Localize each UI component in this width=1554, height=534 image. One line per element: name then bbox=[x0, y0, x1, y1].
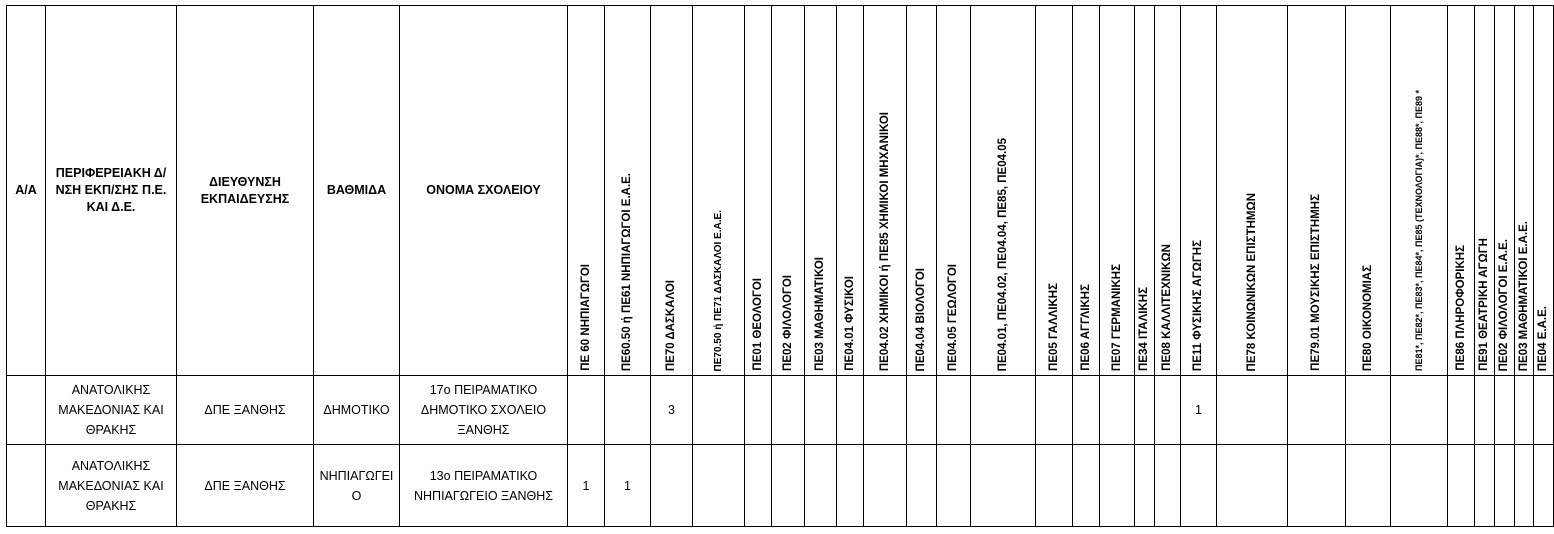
table-row bbox=[7, 445, 1554, 527]
header-specialty-label: ΠΕ04.05 ΓΕΩΛΟΓΟΙ bbox=[947, 263, 959, 371]
header-specialty bbox=[1391, 6, 1448, 376]
staffing-table bbox=[6, 5, 1554, 527]
header-specialty-label: ΠΕ70.50 ή ΠΕ71 ΔΑΣΚΑΛΟΙ Ε.Α.Ε. bbox=[713, 209, 724, 371]
header-specialty-label: ΠΕ 60 ΝΗΠΙΑΓΩΓΟΙ bbox=[579, 264, 592, 371]
cell-count bbox=[1288, 376, 1346, 445]
header-school: ΟΝΟΜΑ ΣΧΟΛΕΙΟΥ bbox=[400, 6, 568, 376]
header-specialty-label: ΠΕ03 ΜΑΘΗΜΑΤΙΚΟΙ bbox=[814, 257, 826, 371]
header-specialty-label: ΠΕ79.01 ΜΟΥΣΙΚΗΣ ΕΠΙΣΤΗΜΗΣ bbox=[1310, 194, 1322, 371]
cell-count bbox=[1155, 376, 1181, 445]
table-row bbox=[7, 376, 1554, 445]
cell-count bbox=[971, 376, 1036, 445]
header-specialty bbox=[805, 6, 837, 376]
header-specialty bbox=[937, 6, 971, 376]
cell-count bbox=[1217, 376, 1288, 445]
header-specialty-label: ΠΕ04.01, ΠΕ04.02, ΠΕ04.04, ΠΕ85, ΠΕ04.05 bbox=[996, 137, 1009, 371]
cell-count bbox=[1515, 445, 1534, 527]
header-specialty-label: ΠΕ11 ΦΥΣΙΚΗΣ ΑΓΩΓΗΣ bbox=[1192, 239, 1204, 371]
header-specialty bbox=[907, 6, 937, 376]
cell-count bbox=[772, 376, 805, 445]
cell-count bbox=[1534, 445, 1554, 527]
cell-count bbox=[605, 376, 651, 445]
header-specialty-label: ΠΕ60.50 ή ΠΕ61 ΝΗΠΙΑΓΩΓΟΙ Ε.Α.Ε. bbox=[621, 172, 633, 371]
cell-count bbox=[1036, 445, 1073, 527]
header-specialty bbox=[1135, 6, 1155, 376]
header-specialty bbox=[1073, 6, 1100, 376]
header-specialty-label: ΠΕ06 ΑΓΓΛΙΚΗΣ bbox=[1079, 284, 1092, 371]
cell-region: ΑΝΑΤΟΛΙΚΗΣ ΜΑΚΕΔΟΝΙΑΣ ΚΑΙ ΘΡΑΚΗΣ bbox=[46, 445, 177, 527]
header-specialty bbox=[1100, 6, 1135, 376]
cell-count bbox=[1036, 376, 1073, 445]
cell-count bbox=[1073, 376, 1100, 445]
cell-count bbox=[1135, 376, 1155, 445]
cell-region: ΑΝΑΤΟΛΙΚΗΣ ΜΑΚΕΔΟΝΙΑΣ ΚΑΙ ΘΡΑΚΗΣ bbox=[46, 376, 177, 445]
cell-count bbox=[1515, 376, 1534, 445]
cell-count bbox=[651, 445, 693, 527]
header-specialty-label: ΠΕ04 Ε.Α.Ε. bbox=[1537, 305, 1549, 371]
cell-count: 3 bbox=[651, 376, 693, 445]
header-specialty-label: ΠΕ91 ΘΕΑΤΡΙΚΗ ΑΓΩΓΗ bbox=[1478, 238, 1490, 371]
cell-count bbox=[805, 376, 837, 445]
cell-count bbox=[1448, 376, 1475, 445]
header-specialty bbox=[651, 6, 693, 376]
header-directorate: ΔΙΕΥΘΥΝΣΗ ΕΚΠΑΙΔΕΥΣΗΣ bbox=[177, 6, 314, 376]
cell-school: 13ο ΠΕΙΡΑΜΑΤΙΚΟ ΝΗΠΙΑΓΩΓΕΙΟ ΞΑΝΘΗΣ bbox=[400, 445, 568, 527]
cell-count bbox=[864, 445, 907, 527]
header-specialty bbox=[1155, 6, 1181, 376]
header-specialty-label: ΠΕ04.02 ΧΗΜΙΚΟΙ ή ΠΕ85 ΧΗΜΙΚΟΙ ΜΗΧΑΝΙΚΟΙ bbox=[878, 111, 891, 371]
cell-count bbox=[745, 376, 772, 445]
cell-count bbox=[1100, 376, 1135, 445]
cell-count bbox=[1475, 376, 1495, 445]
cell-count bbox=[1155, 445, 1181, 527]
header-aa: Α/Α bbox=[7, 6, 46, 376]
cell-count bbox=[1391, 376, 1448, 445]
header-specialty-label: ΠΕ02 ΦΙΛΟΛΟΓΟΙ Ε.Α.Ε. bbox=[1498, 238, 1510, 371]
header-specialty bbox=[745, 6, 772, 376]
header-specialty bbox=[1475, 6, 1495, 376]
header-specialty bbox=[693, 6, 745, 376]
header-specialty bbox=[864, 6, 907, 376]
cell-directorate: ΔΠΕ ΞΑΝΘΗΣ bbox=[177, 376, 314, 445]
cell-count bbox=[1448, 445, 1475, 527]
cell-count bbox=[772, 445, 805, 527]
header-specialty bbox=[1181, 6, 1217, 376]
header-specialty bbox=[1495, 6, 1515, 376]
cell-count bbox=[1181, 445, 1217, 527]
cell-level: ΔΗΜΟΤΙΚΟ bbox=[314, 376, 400, 445]
cell-count bbox=[837, 376, 864, 445]
header-specialty bbox=[1448, 6, 1475, 376]
header-specialty bbox=[605, 6, 651, 376]
cell-count bbox=[1073, 445, 1100, 527]
cell-count bbox=[1391, 445, 1448, 527]
cell-count bbox=[568, 376, 605, 445]
header-specialty-label: ΠΕ86 ΠΛΗΡΟΦΟΡΙΚΗΣ bbox=[1454, 245, 1467, 371]
header-specialty bbox=[772, 6, 805, 376]
header-specialty bbox=[971, 6, 1036, 376]
cell-count bbox=[971, 445, 1036, 527]
header-specialty bbox=[568, 6, 605, 376]
header-region: ΠΕΡΙΦΕΡΕΙΑΚΗ Δ/ΝΣΗ ΕΚΠ/ΣΗΣ Π.Ε. ΚΑΙ Δ.Ε. bbox=[46, 6, 177, 376]
cell-count bbox=[907, 445, 937, 527]
cell-aa bbox=[7, 445, 46, 527]
cell-count bbox=[937, 445, 971, 527]
header-specialty bbox=[837, 6, 864, 376]
header-specialty bbox=[1036, 6, 1073, 376]
header-specialty-label: ΠΕ04.01 ΦΥΣΙΚΟΙ bbox=[843, 276, 856, 371]
cell-count bbox=[1346, 376, 1391, 445]
header-specialty-label: ΠΕ02 ΦΙΛΟΛΟΓΟΙ bbox=[781, 275, 794, 371]
header-specialty-label: ΠΕ78 ΚΟΙΝΩΝΙΚΩΝ ΕΠΙΣΤΗΜΩΝ bbox=[1245, 192, 1258, 371]
cell-count: 1 bbox=[568, 445, 605, 527]
cell-count bbox=[693, 445, 745, 527]
header-level: ΒΑΘΜΙΔΑ bbox=[314, 6, 400, 376]
header-specialty bbox=[1515, 6, 1534, 376]
cell-count bbox=[1495, 445, 1515, 527]
header-specialty-label: ΠΕ04.04 ΒΙΟΛΟΓΟΙ bbox=[915, 267, 927, 371]
cell-level: ΝΗΠΙΑΓΩΓΕΙΟ bbox=[314, 445, 400, 527]
cell-aa bbox=[7, 376, 46, 445]
cell-count bbox=[1495, 376, 1515, 445]
cell-count bbox=[1288, 445, 1346, 527]
cell-count bbox=[837, 445, 864, 527]
header-specialty bbox=[1346, 6, 1391, 376]
header-specialty-label: ΠΕ81*, ΠΕ82*, ΠΕ83*, ΠΕ84*, ΠΕ85 (ΤΕΧΝΟΛΟΓΙΑ)*, ΠΕ88*, ΠΕ89 * bbox=[1413, 89, 1424, 371]
header-row bbox=[7, 6, 1554, 376]
cell-count bbox=[693, 376, 745, 445]
header-specialty-label: ΠΕ80 ΟΙΚΟΝΟΜΙΑΣ bbox=[1361, 264, 1374, 371]
cell-count: 1 bbox=[605, 445, 651, 527]
cell-count bbox=[864, 376, 907, 445]
cell-count bbox=[1217, 445, 1288, 527]
header-specialty bbox=[1534, 6, 1554, 376]
cell-directorate: ΔΠΕ ΞΑΝΘΗΣ bbox=[177, 445, 314, 527]
cell-count bbox=[1346, 445, 1391, 527]
cell-count bbox=[1135, 445, 1155, 527]
header-specialty-label: ΠΕ07 ΓΕΡΜΑΝΙΚΗΣ bbox=[1110, 263, 1123, 371]
header-specialty-label: ΠΕ34 ΙΤΑΛΙΚΗΣ bbox=[1138, 286, 1150, 371]
cell-count bbox=[1475, 445, 1495, 527]
header-specialty-label: ΠΕ05 ΓΑΛΛΙΚΗΣ bbox=[1047, 283, 1060, 371]
cell-count bbox=[937, 376, 971, 445]
cell-count bbox=[1534, 376, 1554, 445]
cell-count bbox=[907, 376, 937, 445]
header-specialty-label: ΠΕ70 ΔΑΣΚΑΛΟΙ bbox=[665, 279, 677, 371]
header-specialty-label: ΠΕ01 ΘΕΟΛΟΓΟΙ bbox=[751, 278, 764, 371]
header-specialty bbox=[1288, 6, 1346, 376]
header-specialty-label: ΠΕ08 ΚΑΛΛΙΤΕΧΝΙΚΩΝ bbox=[1161, 244, 1173, 371]
cell-count bbox=[1100, 445, 1135, 527]
header-specialty bbox=[1217, 6, 1288, 376]
cell-school: 17ο ΠΕΙΡΑΜΑΤΙΚΟ ΔΗΜΟΤΙΚΟ ΣΧΟΛΕΙΟ ΞΑΝΘΗΣ bbox=[400, 376, 568, 445]
header-specialty-label: ΠΕ03 ΜΑΘΗΜΑΤΙΚΟΙ Ε.Α.Ε. bbox=[1517, 220, 1530, 371]
cell-count bbox=[745, 445, 772, 527]
cell-count: 1 bbox=[1181, 376, 1217, 445]
cell-count bbox=[805, 445, 837, 527]
